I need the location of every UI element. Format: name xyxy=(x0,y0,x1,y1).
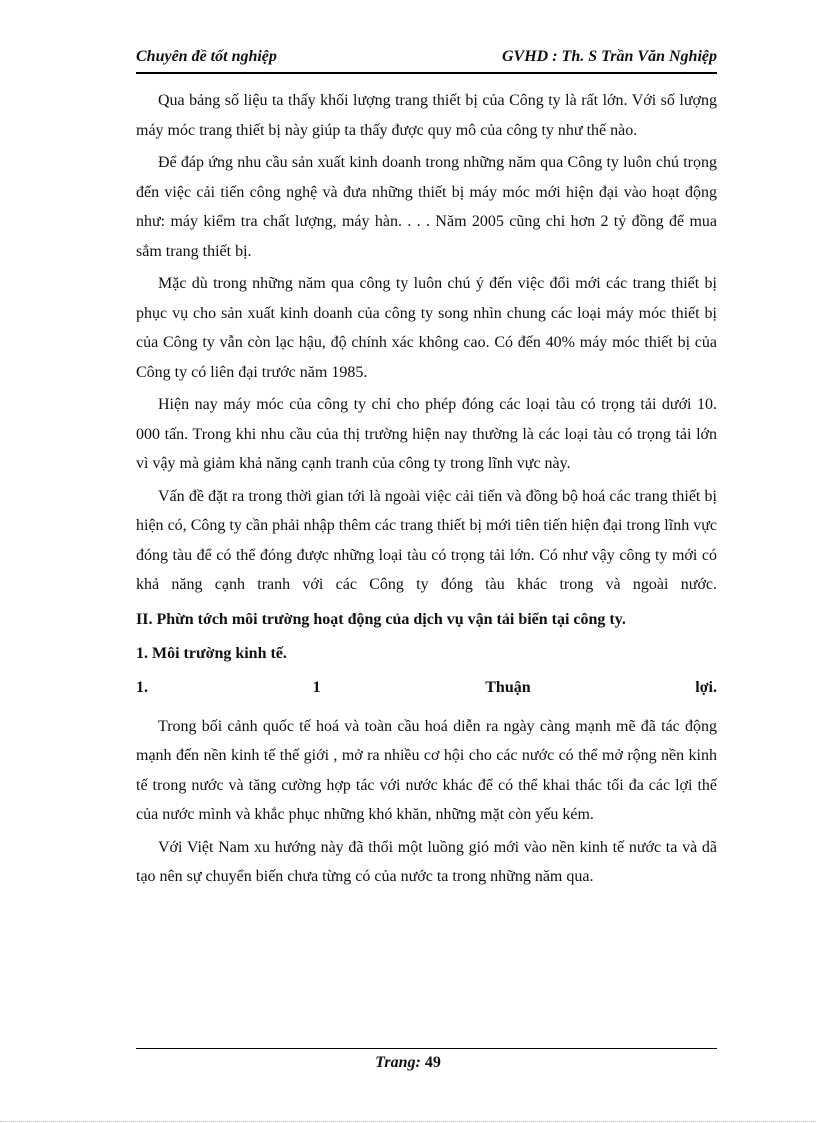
paragraph: Trong bối cảnh quốc tế hoá và toàn cầu hoá diễn ra ngày càng mạnh mẽ đã tác động mạnh đến nền kinh tế thế giới , mở ra nhiều cơ hội cho các nước có thể mở rộng nền kinh tế trong nước và tăng cường hợp tác với nước khác để có thể khai thác tối đa các lợi thế của nước mình và khắc phục những khó khăn, những mặt còn yếu kém. xyxy=(136,717,717,823)
section-heading: II. Phừn tớch môi trường hoạt động của dịch vụ vận tải biển tại công ty. xyxy=(136,610,626,628)
paragraph: Để đáp ứng nhu cầu sản xuất kinh doanh trong những năm qua Công ty luôn chú trọng đến việc cải tiến công nghệ và đưa những thiết bị máy móc mới hiện đại vào hoạt động như: máy kiểm tra chất lượng, máy hàn. . . . Năm 2005 cũng chi hơn 2 tỷ đồng để mua sắm trang thiết bị. xyxy=(136,154,717,260)
heading-title: Thuận xyxy=(485,678,531,696)
paragraph: Với Việt Nam xu hướng này đã thổi một luồng gió mới vào nền kinh tế nước ta và dã tạo nên sự chuyển biến chưa từng có của nước ta trong những năm qua. xyxy=(136,838,717,885)
heading-title: lợi. xyxy=(695,678,717,696)
paragraph: Vấn đề đặt ra trong thời gian tới là ngoài việc cải tiến và đồng bộ hoá các trang thiết bị hiện có, Công ty cần phải nhập thêm các trang thiết bị mới tiên tiến hiện đại trong lĩnh vực đóng tàu để có thể đóng được những loại tàu có trọng tải lớn. Có như vậy công ty mới có khả năng cạnh tranh với các Công ty đóng tàu khác trong và ngoài nước. xyxy=(136,487,717,593)
header-advisor: GVHD : Th. S Trần Văn Nghiệp xyxy=(502,48,717,65)
paragraph: Qua bảng số liệu ta thấy khối lượng trang thiết bị của Công ty là rất lớn. Với số lượng máy móc trang thiết bị này giúp ta thấy được quy mô của công ty như thế nào. xyxy=(136,92,717,139)
paragraph: Hiện nay máy móc của công ty chỉ cho phép đóng các loại tàu có trọng tải dưới 10. 000 tấn. Trong khi nhu cầu của thị trường hiện nay thường là các loại tàu có trọng tải lớn vì vậy mà giảm khả năng cạnh tranh của công ty trong lĩnh vực này. xyxy=(136,396,717,472)
subsubsection-heading xyxy=(136,673,717,702)
paragraph: Mặc dù trong những năm qua công ty luôn chú ý đến việc đổi mới các trang thiết bị phục vụ cho sản xuất kinh doanh của công ty song nhìn chung các loại máy móc thiết bị của Công ty vẫn còn lạc hậu, độ chính xác không cao. Có đến 40% máy móc thiết bị của Công ty có liên đại trước năm 1985. xyxy=(136,275,717,381)
document-body xyxy=(136,86,717,895)
footer-divider xyxy=(136,1048,717,1049)
subsection-heading: 1. Môi trường kinh tế. xyxy=(136,644,287,662)
page-label: Trang: xyxy=(375,1054,421,1071)
heading-number: 1 xyxy=(312,678,321,696)
page-footer xyxy=(0,1054,816,1072)
page-edge xyxy=(0,1121,816,1122)
page-header xyxy=(136,46,717,74)
page-number: 49 xyxy=(424,1054,441,1071)
header-title: Chuyên đề tốt nghiệp xyxy=(136,48,277,65)
heading-number: 1. xyxy=(136,678,148,696)
